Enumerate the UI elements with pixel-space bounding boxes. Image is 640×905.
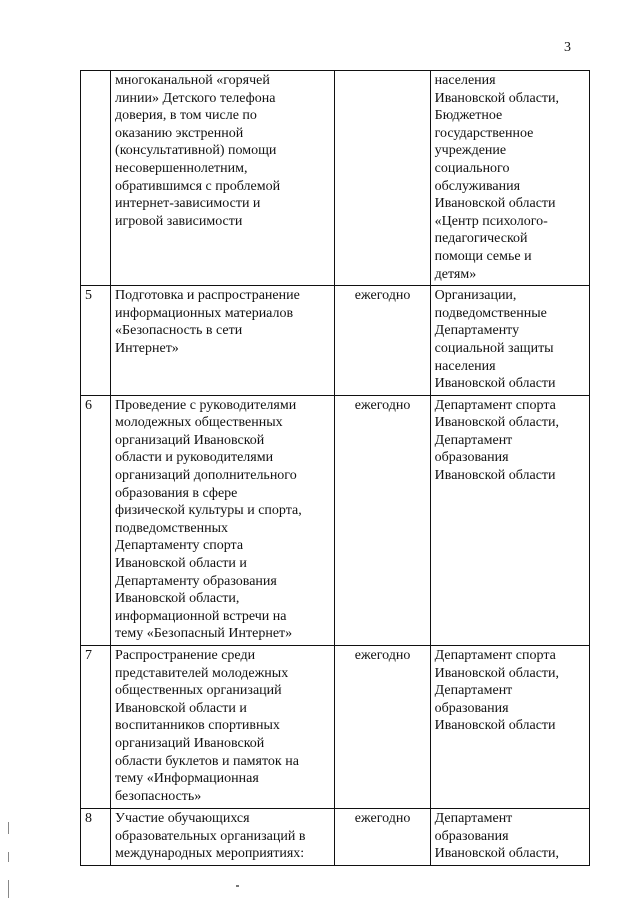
table-row [81, 646, 590, 809]
period-cell [335, 395, 430, 645]
row-number-cell [81, 286, 111, 396]
row-number-cell [81, 395, 111, 645]
responsible-cell [430, 646, 589, 809]
row-number: 6 [85, 397, 92, 413]
events-table [80, 70, 590, 866]
event-cell [111, 395, 335, 645]
table-row [81, 71, 590, 286]
event-cell [111, 646, 335, 809]
period-text: ежегодно [354, 397, 411, 413]
period-text: ежегодно [354, 811, 411, 826]
period-cell [335, 286, 430, 396]
responsible-text: Организации, подведомственные Департаменту социальной защиты населения Ивановской области [434, 288, 556, 392]
period-text: ежегодно [354, 648, 411, 663]
responsible-text: населения Ивановской области, Бюджетное государственное учреждение социального обслуживания Ивановской области «Центр психолого- педагогической помощи семье и детям» [434, 73, 560, 282]
event-cell [111, 809, 335, 866]
event-cell [111, 286, 335, 396]
period-text: ежегодно [354, 288, 411, 304]
period-cell [335, 646, 430, 809]
scan-edge-mark [8, 822, 9, 834]
table-row [81, 395, 590, 645]
row-number-cell [81, 71, 111, 286]
event-text: Подготовка и распространение информационных материалов «Безопасность в сети Интернет» [115, 288, 300, 356]
row-number: 7 [85, 648, 92, 663]
page-number: 3 [564, 40, 571, 55]
event-text: многоканальной «горячей линии» Детского телефона доверия, в том числе по оказанию экстренной (консультативной) помощи несовершеннолетним, обратившимся с проблемой интернет-зависимости и игровой зависимости [115, 73, 281, 229]
table-row [81, 286, 590, 396]
responsible-cell [430, 286, 589, 396]
responsible-text: Департамент спорта Ивановской области, Департамент образования Ивановской области [434, 648, 560, 734]
responsible-cell [430, 809, 589, 866]
row-number: 8 [85, 811, 92, 826]
period-cell [335, 71, 430, 286]
scan-edge-mark [8, 880, 9, 898]
responsible-cell [430, 395, 589, 645]
event-cell [111, 71, 335, 286]
period-cell [335, 809, 430, 866]
event-text: Участие обучающихся образовательных организаций в международных мероприятиях: [115, 811, 306, 862]
scan-edge-mark [8, 852, 9, 862]
responsible-text: Департамент спорта Ивановской области, Департамент образования Ивановской области [434, 397, 560, 484]
row-number: 5 [85, 288, 92, 304]
event-text: Распространение среди представителей молодежных общественных организаций Ивановской области и воспитанников спортивных организаций Ивановской области буклетов и памяток на тему «Информационная безопасность» [115, 648, 299, 804]
row-number-cell [81, 809, 111, 866]
scan-artifact [236, 885, 239, 887]
row-number-cell [81, 646, 111, 809]
responsible-cell [430, 71, 589, 286]
event-text: Проведение с руководителями молодежных общественных организаций Ивановской области и руководителями организаций дополнительного образования в сфере физической культуры и спорта, подведомственных Департаменту спорта Ивановской области и Департаменту образования Ивановской области, информационной встречи на тему «Безопасный Интернет» [115, 397, 302, 642]
table-row [81, 809, 590, 866]
responsible-text: Департамент образования Ивановской области, [434, 811, 560, 862]
